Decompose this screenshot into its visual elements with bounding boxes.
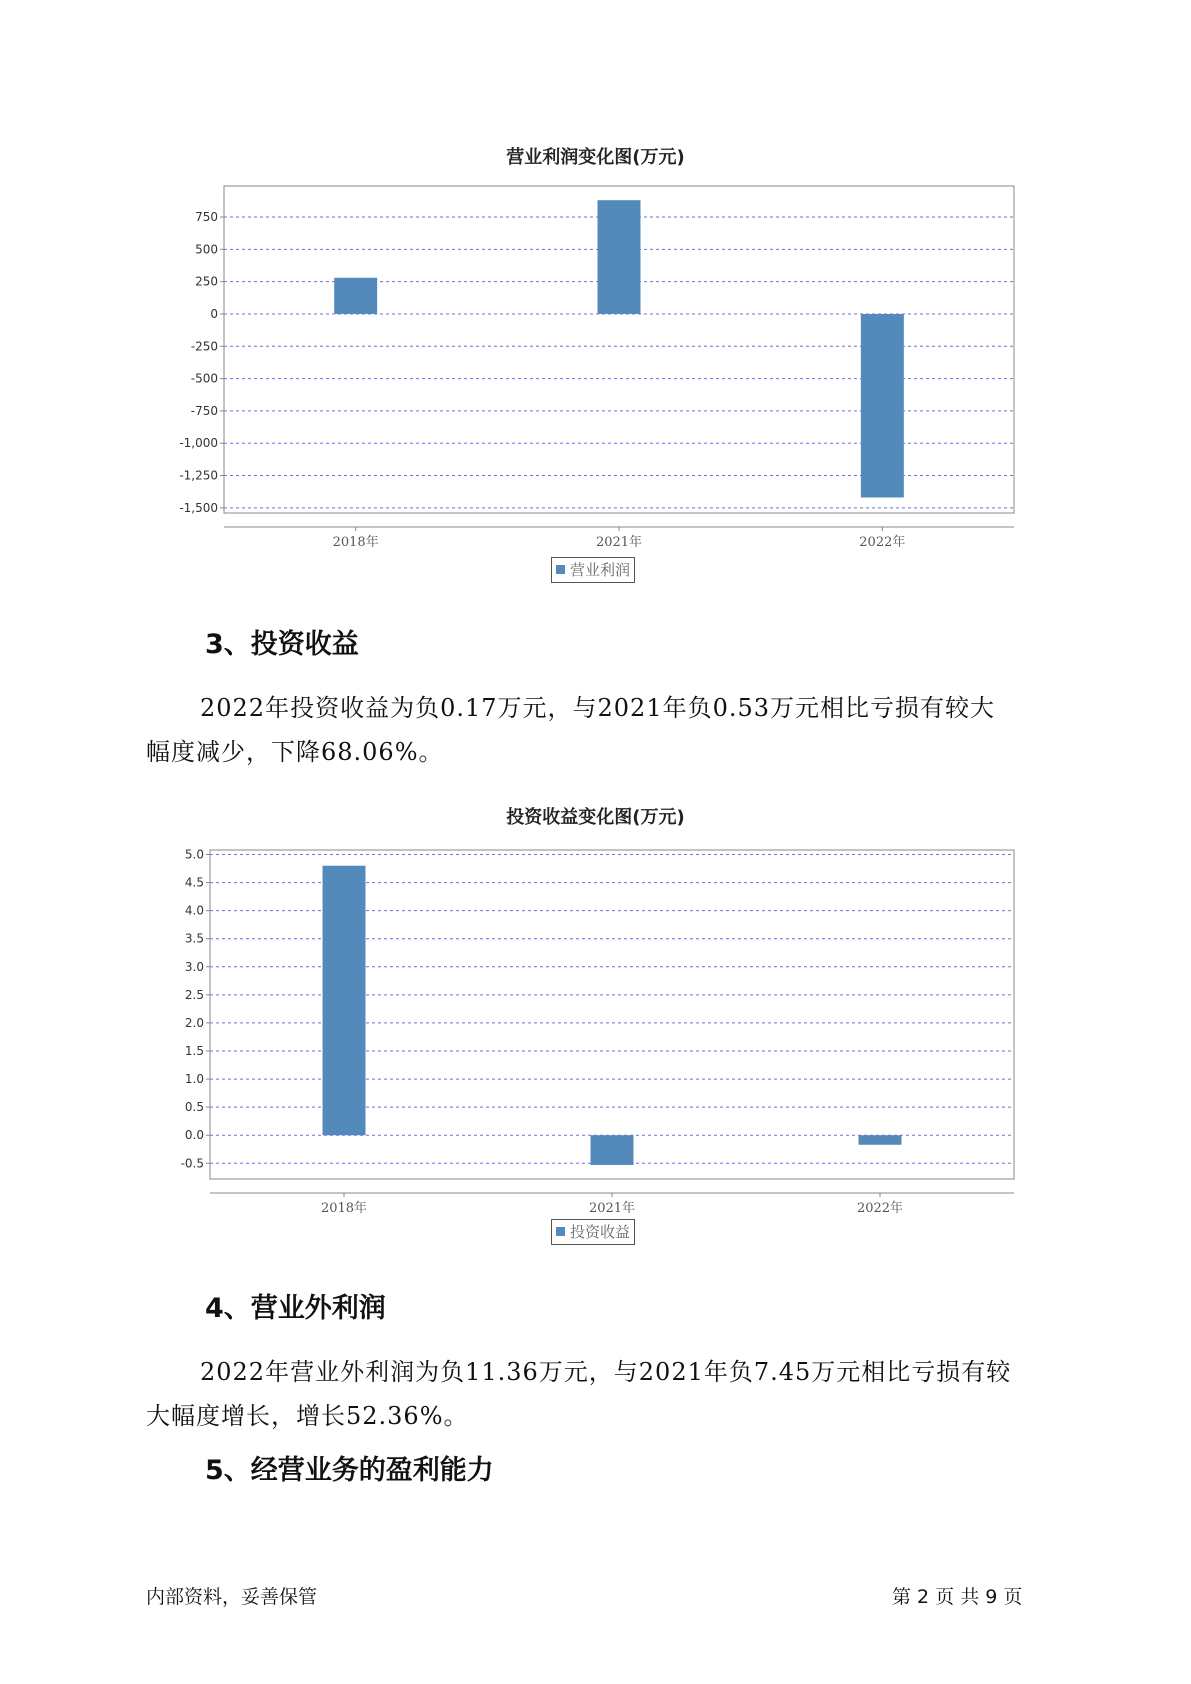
x-tick-label: 2022年 bbox=[859, 535, 906, 550]
section3-line2: 幅度减少，下降68.06%。 bbox=[146, 738, 444, 766]
y-tick-label: 4.0 bbox=[184, 903, 204, 918]
y-tick-label: -1,250 bbox=[179, 468, 218, 483]
chart2-title: 投资收益变化图(万元) bbox=[506, 807, 685, 828]
footer-note: 内部资料，妥善保管 bbox=[146, 1586, 318, 1608]
legend-swatch bbox=[556, 565, 565, 574]
bar-2018年 bbox=[323, 866, 366, 1135]
y-tick-label: -500 bbox=[190, 371, 218, 386]
x-tick-label: 2022年 bbox=[856, 1201, 904, 1216]
y-tick-label: 3.5 bbox=[184, 931, 204, 946]
section4-heading: 4、营业外利润 bbox=[205, 1293, 386, 1324]
section3-paragraph bbox=[146, 686, 1066, 774]
y-tick-label: 3.0 bbox=[184, 959, 204, 974]
x-tick-label: 2021年 bbox=[588, 1201, 636, 1216]
chart2-legend bbox=[551, 1219, 635, 1245]
bar-2022年 bbox=[861, 314, 904, 498]
bar-2021年 bbox=[598, 200, 641, 314]
bar-2022年 bbox=[859, 1135, 902, 1145]
y-tick-label: 2.0 bbox=[184, 1015, 204, 1030]
y-tick-label: 750 bbox=[195, 210, 218, 225]
chart1-legend-label: 营业利润 bbox=[570, 561, 631, 579]
section4-paragraph bbox=[146, 1350, 1066, 1438]
y-tick-label: 500 bbox=[195, 242, 218, 257]
y-tick-label: 5.0 bbox=[184, 847, 204, 862]
chart1-legend bbox=[551, 557, 635, 583]
y-tick-label: 0.0 bbox=[184, 1128, 204, 1143]
y-tick-label: -1,500 bbox=[179, 500, 218, 515]
y-tick-label: 4.5 bbox=[184, 875, 204, 890]
y-tick-label: -250 bbox=[190, 339, 218, 354]
y-tick-label: 2.5 bbox=[184, 987, 204, 1002]
legend-swatch bbox=[556, 1227, 565, 1236]
section4-line2: 大幅度增长，增长52.36%。 bbox=[146, 1402, 469, 1430]
y-tick-label: -750 bbox=[190, 403, 218, 418]
y-tick-label: -0.5 bbox=[180, 1156, 204, 1171]
bar-2018年 bbox=[334, 278, 377, 314]
x-tick-label: 2018年 bbox=[320, 1201, 368, 1216]
y-tick-label: -1,000 bbox=[179, 436, 218, 451]
page-number: 第 2 页 共 9 页 bbox=[892, 1586, 1023, 1608]
y-tick-label: 0 bbox=[210, 306, 218, 321]
bar-2021年 bbox=[591, 1135, 634, 1165]
y-tick-label: 1.0 bbox=[184, 1072, 204, 1087]
chart1-operating-profit bbox=[0, 180, 1191, 550]
section5-heading: 5、经营业务的盈利能力 bbox=[205, 1455, 494, 1486]
chart2-legend-label: 投资收益 bbox=[570, 1223, 631, 1241]
y-tick-label: 250 bbox=[195, 274, 218, 289]
chart1-title: 营业利润变化图(万元) bbox=[506, 147, 685, 168]
y-tick-label: 1.5 bbox=[184, 1043, 204, 1058]
section3-heading: 3、投资收益 bbox=[205, 629, 359, 660]
x-tick-label: 2018年 bbox=[332, 535, 379, 550]
y-tick-label: 0.5 bbox=[184, 1100, 204, 1115]
section4-line1: 2022年营业外利润为负11.36万元，与2021年负7.45万元相比亏损有较 bbox=[200, 1358, 1012, 1386]
section3-line1: 2022年投资收益为负0.17万元，与2021年负0.53万元相比亏损有较大 bbox=[200, 694, 996, 722]
chart2-investment-income bbox=[0, 840, 1191, 1216]
x-tick-label: 2021年 bbox=[595, 535, 643, 550]
